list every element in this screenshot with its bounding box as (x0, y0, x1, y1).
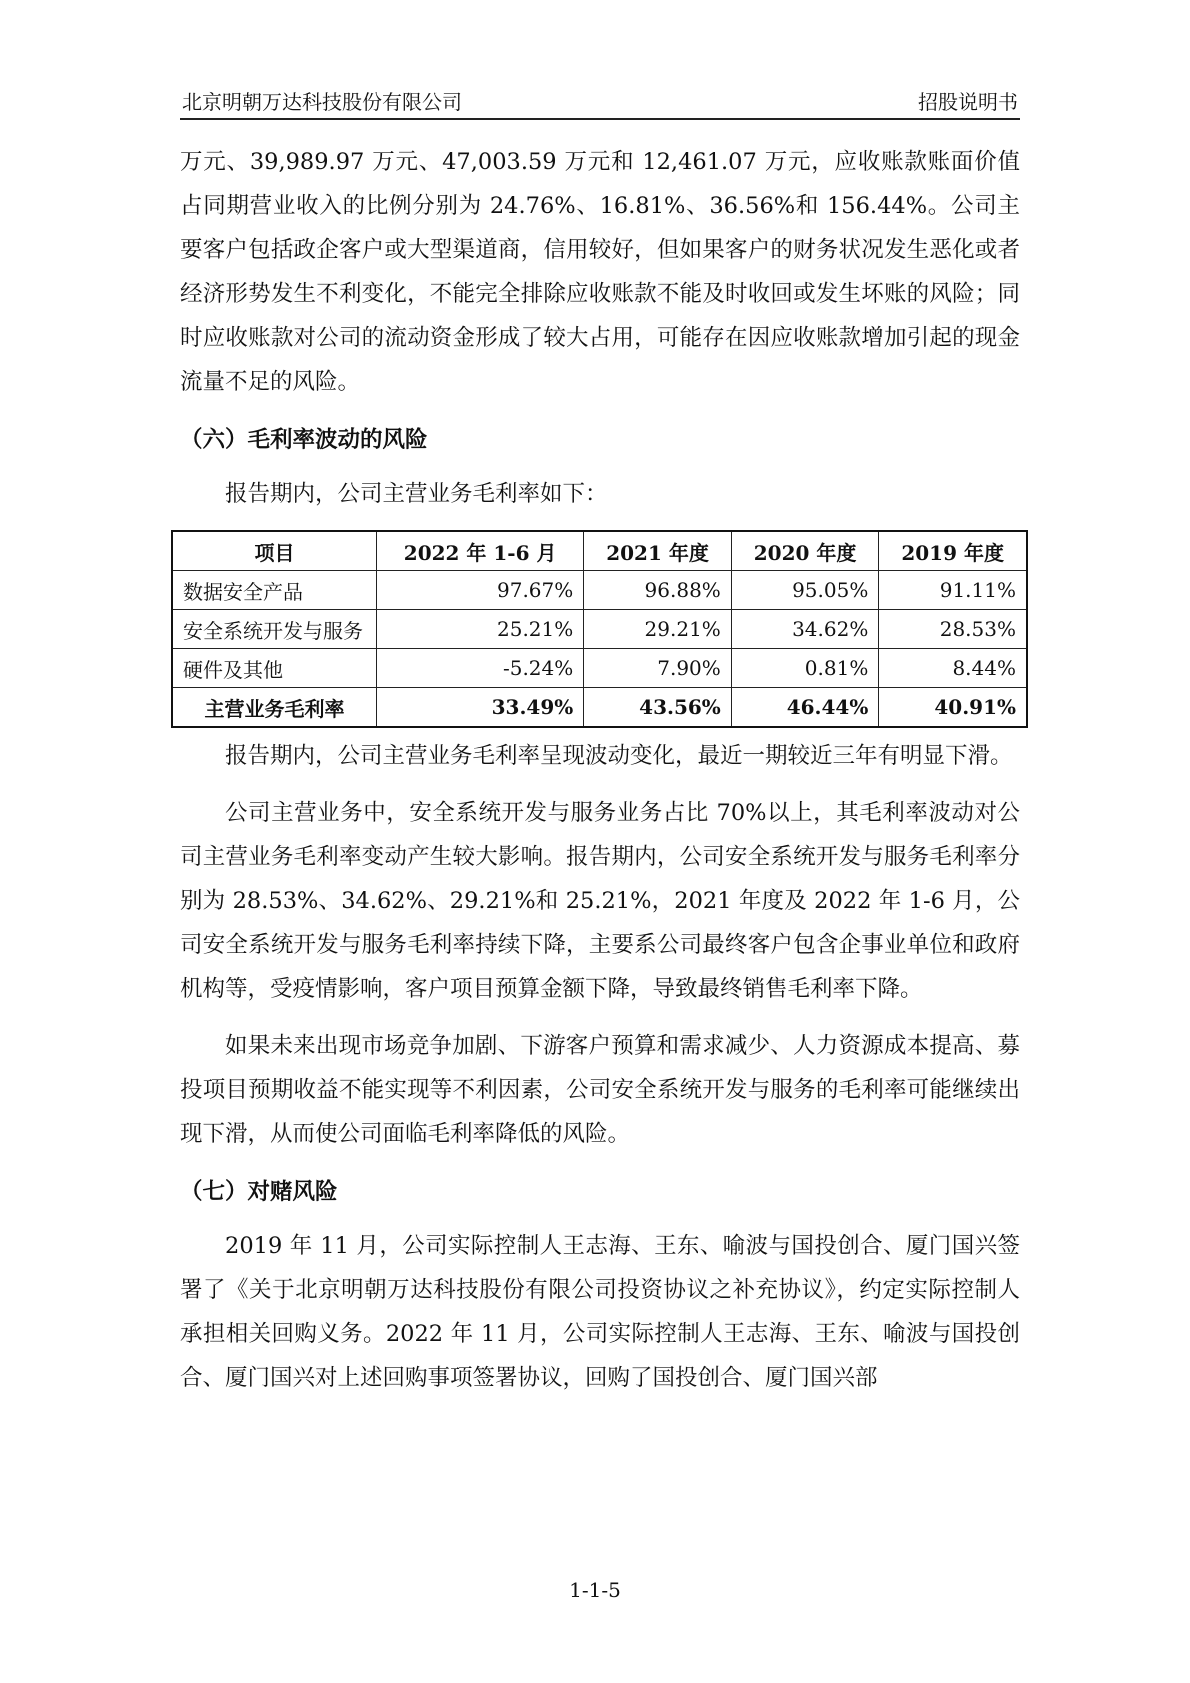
table-cell: 95.05% (731, 571, 879, 610)
page-number: 1-1-5 (569, 1578, 621, 1602)
margin-risk-paragraph: 如果未来出现市场竞争加剧、下游客户预算和需求减少、人力资源成本提高、募投项目预期收益不能实现等不利因素，公司安全系统开发与服务的毛利率可能继续出现下滑，从而使公司面临毛利率降低的风险。 (180, 1033, 1020, 1147)
table-cell: 28.53% (879, 610, 1027, 649)
col-header-item: 项目 (172, 531, 377, 571)
table-row (172, 649, 1027, 688)
section-7-heading: （七）对赌风险 (180, 1179, 338, 1205)
table-cell: 40.91% (879, 688, 1027, 728)
table-cell: 96.88% (584, 571, 732, 610)
row-label: 数据安全产品 (172, 571, 377, 610)
margin-analysis-paragraph: 公司主营业务中，安全系统开发与服务业务占比 70%以上，其毛利率波动对公司主营业务毛利率变动产生较大影响。报告期内，公司安全系统开发与服务毛利率分别为 28.53%、34.62%、29.21%和 25.21%，2021 年度及 2022 年 1-6 月，公司安全系统开发与服务毛利率持续下降，主要系公司最终客户包含企事业单位和政府机构等，受疫情影响，客户项目预算金额下降，导致最终销售毛利率下降。 (180, 800, 1020, 1002)
table-row (172, 571, 1027, 610)
table-cell: 46.44% (731, 688, 879, 728)
table-cell: 91.11% (879, 571, 1027, 610)
col-header-2019: 2019 年度 (879, 531, 1027, 571)
col-header-2021: 2021 年度 (584, 531, 732, 571)
vam-risk-paragraph: 2019 年 11 月，公司实际控制人王志海、王东、喻波与国投创合、厦门国兴签署了《关于北京明朝万达科技股份有限公司投资协议之补充协议》，约定实际控制人承担相关回购义务。2022 年 11 月，公司实际控制人王志海、王东、喻波与国投创合、厦门国兴对上述回购事项签署协议，回购了国投创合、厦门国兴部 (180, 1233, 1020, 1391)
table-total-row (172, 688, 1027, 728)
section-6-intro: 报告期内，公司主营业务毛利率如下： (225, 481, 608, 507)
row-label: 硬件及其他 (172, 649, 377, 688)
table-cell: 29.21% (584, 610, 732, 649)
company-name: 北京明朝万达科技股份有限公司 (182, 90, 462, 114)
table-cell: 7.90% (584, 649, 732, 688)
table-cell: 33.49% (377, 688, 584, 728)
receivables-paragraph: 万元、39,989.97 万元、47,003.59 万元和 12,461.07 万元，应收账款账面价值占同期营业收入的比例分别为 24.76%、16.81%、36.56%和 156.44%。公司主要客户包括政企客户或大型渠道商，信用较好，但如果客户的财务状况发生恶化或者经济形势发生不利变化，不能完全排除应收账款不能及时收回或发生坏账的风险；同时应收账款对公司的流动资金形成了较大占用，可能存在因应收账款增加引起的现金流量不足的风险。 (180, 149, 1020, 395)
table-cell: 34.62% (731, 610, 879, 649)
margin-trend-paragraph: 报告期内，公司主营业务毛利率呈现波动变化，最近一期较近三年有明显下滑。 (225, 743, 1013, 769)
gross-margin-table (171, 530, 1028, 728)
col-header-2020: 2020 年度 (731, 531, 879, 571)
table-header-row (172, 531, 1027, 571)
document-type: 招股说明书 (918, 90, 1018, 114)
table-cell: 8.44% (879, 649, 1027, 688)
page-content (180, 140, 1020, 1400)
table-cell: 25.21% (377, 610, 584, 649)
row-label: 安全系统开发与服务 (172, 610, 377, 649)
table-cell: 97.67% (377, 571, 584, 610)
col-header-2022h1: 2022 年 1-6 月 (377, 531, 584, 571)
total-label: 主营业务毛利率 (172, 688, 377, 728)
page-header (180, 82, 1020, 120)
table-cell: -5.24% (377, 649, 584, 688)
section-6-heading: （六）毛利率波动的风险 (180, 427, 428, 453)
table-cell: 43.56% (584, 688, 732, 728)
table-row (172, 610, 1027, 649)
table-cell: 0.81% (731, 649, 879, 688)
